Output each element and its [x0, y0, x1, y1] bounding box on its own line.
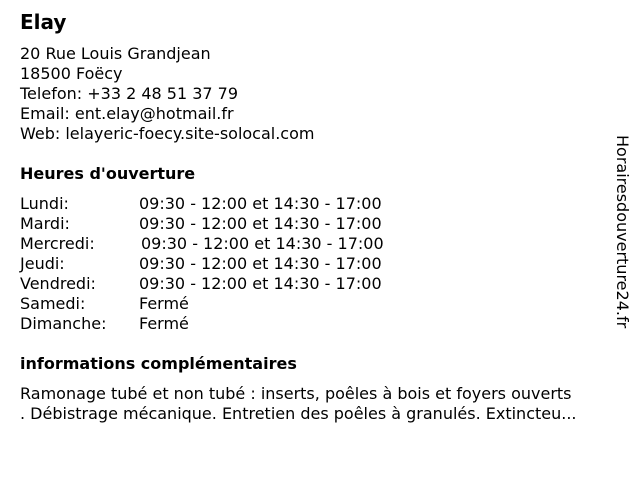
hours-row-dimanche [20, 314, 440, 334]
hours-row-vendredi [20, 274, 440, 294]
info-description [20, 384, 630, 424]
info-line: Ramonage tubé et non tubé : inserts, poêles à bois et foyers ouverts [20, 384, 572, 403]
hours-row-mercredi [20, 234, 440, 254]
day-hours: 09:30 - 12:00 et 14:30 - 17:00 [139, 274, 382, 293]
hours-row-mardi [20, 214, 440, 234]
day-label: Jeudi: [20, 254, 65, 273]
day-hours: Fermé [139, 314, 189, 333]
day-label: Dimanche: [20, 314, 107, 333]
day-label: Samedi: [20, 294, 86, 313]
day-label: Mercredi: [20, 234, 95, 253]
info-line: . Débistrage mécanique. Entretien des poêles à granulés. Extincteu... [20, 404, 577, 423]
address-street: 20 Rue Louis Grandjean [20, 44, 211, 63]
phone-text: Telefon: +33 2 48 51 37 79 [20, 84, 239, 103]
hours-table [20, 194, 440, 334]
contact-block [20, 44, 314, 144]
business-name: Elay [20, 10, 67, 34]
site-watermark: Horairesdouverture24.fr [613, 135, 632, 329]
day-hours: Fermé [139, 294, 189, 313]
day-hours: 09:30 - 12:00 et 14:30 - 17:00 [139, 194, 382, 213]
hours-row-samedi [20, 294, 440, 314]
day-hours: 09:30 - 12:00 et 14:30 - 17:00 [139, 214, 382, 233]
address-city: 18500 Foëcy [20, 64, 123, 83]
web-text: Web: lelayeric-foecy.site-solocal.com [20, 124, 315, 143]
hours-heading: Heures d'ouverture [20, 164, 196, 183]
day-label: Lundi: [20, 194, 69, 213]
info-heading: informations complémentaires [20, 354, 297, 373]
hours-row-lundi [20, 194, 440, 214]
day-hours: 09:30 - 12:00 et 14:30 - 17:00 [139, 254, 382, 273]
day-label: Mardi: [20, 214, 70, 233]
email-text: Email: ent.elay@hotmail.fr [20, 104, 234, 123]
day-hours: 09:30 - 12:00 et 14:30 - 17:00 [141, 234, 384, 253]
day-label: Vendredi: [20, 274, 96, 293]
hours-row-jeudi [20, 254, 440, 274]
